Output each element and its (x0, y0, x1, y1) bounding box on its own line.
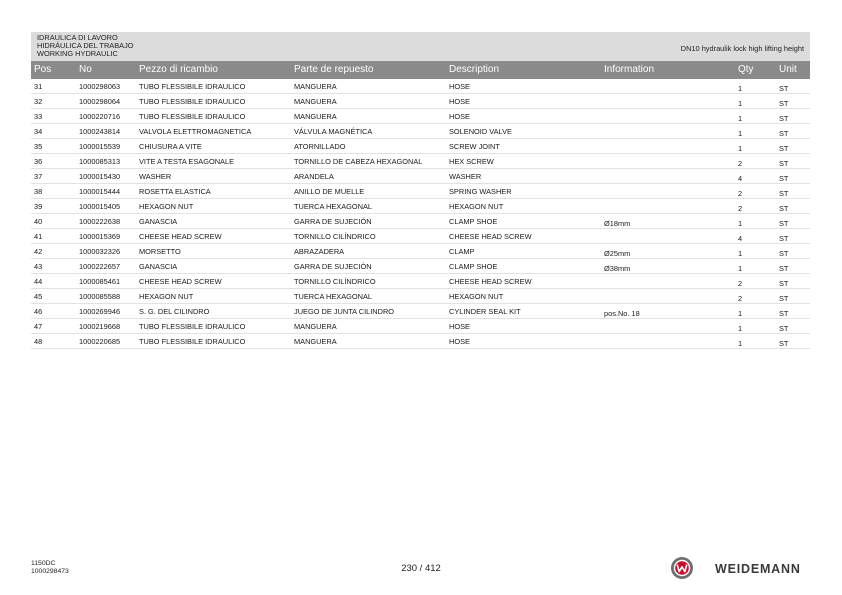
cell-spanish-name: ABRAZADERA (294, 247, 345, 256)
cell-spanish-name: MANGUERA (294, 112, 337, 121)
cell-pos: 40 (34, 217, 43, 226)
column-header-spanish: Parte de repuesto (294, 64, 374, 75)
cell-pos: 43 (34, 262, 43, 271)
cell-pos: 46 (34, 307, 43, 316)
cell-description: HOSE (449, 82, 470, 91)
cell-pos: 34 (34, 127, 43, 136)
cell-information: Ø38mm (604, 264, 631, 273)
cell-description: HOSE (449, 97, 470, 106)
table-row (31, 274, 810, 289)
column-header-no: No (79, 64, 92, 75)
cell-unit: ST (779, 324, 789, 333)
brand-wordmark: WEIDEMANN (715, 562, 801, 576)
cell-part-number: 1000220716 (79, 112, 121, 121)
column-header-italian: Pezzo di ricambio (139, 64, 218, 75)
brand-logo (670, 556, 812, 582)
cell-description: HEXAGON NUT (449, 202, 504, 211)
section-header (31, 32, 810, 61)
cell-pos: 39 (34, 202, 43, 211)
cell-qty: 1 (738, 99, 743, 108)
table-row (31, 214, 810, 229)
page-number: 230 / 412 (401, 563, 441, 574)
cell-description: SOLENOID VALVE (449, 127, 512, 136)
cell-part-number: 1000015539 (79, 142, 121, 151)
cell-information: Ø18mm (604, 219, 631, 228)
cell-italian-name: GANASCIA (139, 217, 178, 226)
cell-unit: ST (779, 99, 789, 108)
table-row (31, 304, 810, 319)
section-title-es: HIDRÁULICA DEL TRABAJO (37, 41, 134, 51)
cell-part-number: 1000269946 (79, 307, 121, 316)
cell-pos: 42 (34, 247, 43, 256)
cell-pos: 32 (34, 97, 43, 106)
cell-spanish-name: ARANDELA (294, 172, 334, 181)
cell-description: HOSE (449, 112, 470, 121)
cell-spanish-name: TORNILLO CILÍNDRICO (294, 232, 376, 241)
weidemann-logo-icon (670, 556, 694, 580)
cell-spanish-name: MANGUERA (294, 322, 337, 331)
cell-italian-name: GANASCIA (139, 262, 178, 271)
cell-unit: ST (779, 159, 789, 168)
cell-italian-name: TUBO FLESSIBILE IDRAULICO (139, 97, 246, 106)
cell-spanish-name: MANGUERA (294, 97, 337, 106)
cell-pos: 37 (34, 172, 43, 181)
cell-unit: ST (779, 264, 789, 273)
table-row (31, 109, 810, 124)
cell-part-number: 1000032326 (79, 247, 121, 256)
cell-qty: 1 (738, 114, 743, 123)
cell-pos: 48 (34, 337, 43, 346)
cell-unit: ST (779, 204, 789, 213)
cell-pos: 41 (34, 232, 43, 241)
cell-unit: ST (779, 339, 789, 348)
cell-unit: ST (779, 309, 789, 318)
cell-unit: ST (779, 129, 789, 138)
table-row (31, 334, 810, 349)
cell-unit: ST (779, 249, 789, 258)
table-row (31, 184, 810, 199)
section-title-en: WORKING HYDRAULIC (37, 49, 118, 59)
cell-unit: ST (779, 234, 789, 243)
table-row (31, 94, 810, 109)
cell-part-number: 1000015430 (79, 172, 121, 181)
table-row (31, 79, 810, 94)
cell-description: HOSE (449, 322, 470, 331)
cell-italian-name: TUBO FLESSIBILE IDRAULICO (139, 82, 246, 91)
cell-part-number: 1000015405 (79, 202, 121, 211)
cell-spanish-name: ANILLO DE MUELLE (294, 187, 365, 196)
cell-part-number: 1000085461 (79, 277, 121, 286)
cell-qty: 1 (738, 264, 743, 273)
cell-information: Ø25mm (604, 249, 631, 258)
cell-description: HEX SCREW (449, 157, 494, 166)
cell-italian-name: CHEESE HEAD SCREW (139, 277, 222, 286)
cell-information: pos.No. 18 (604, 309, 640, 318)
table-row (31, 229, 810, 244)
cell-description: SPRING WASHER (449, 187, 512, 196)
cell-unit: ST (779, 114, 789, 123)
column-header-unit: Unit (779, 64, 797, 75)
cell-italian-name: TUBO FLESSIBILE IDRAULICO (139, 337, 246, 346)
cell-pos: 47 (34, 322, 43, 331)
footer-model: 1150DC (31, 560, 56, 567)
cell-description: CLAMP (449, 247, 475, 256)
cell-pos: 33 (34, 112, 43, 121)
cell-qty: 4 (738, 234, 743, 243)
cell-spanish-name: GARRA DE SUJECIÓN (294, 262, 372, 271)
cell-unit: ST (779, 189, 789, 198)
cell-description: CHEESE HEAD SCREW (449, 277, 532, 286)
cell-italian-name: TUBO FLESSIBILE IDRAULICO (139, 112, 246, 121)
cell-qty: 2 (738, 159, 743, 168)
table-row (31, 199, 810, 214)
cell-part-number: 1000298063 (79, 82, 121, 91)
cell-italian-name: ROSETTA ELASTICA (139, 187, 211, 196)
section-subtitle: DN10 hydraulik lock high lifting height (680, 44, 804, 53)
cell-qty: 1 (738, 339, 743, 348)
footer-doc-number: 1000298473 (31, 567, 69, 575)
cell-italian-name: VALVOLA ELETTROMAGNETICA (139, 127, 252, 136)
cell-italian-name: S. G. DEL CILINDRO (139, 307, 210, 316)
cell-spanish-name: MANGUERA (294, 337, 337, 346)
cell-description: WASHER (449, 172, 482, 181)
cell-qty: 1 (738, 144, 743, 153)
cell-part-number: 1000222657 (79, 262, 121, 271)
cell-qty: 1 (738, 324, 743, 333)
cell-spanish-name: TORNILLO CILÍNDRICO (294, 277, 376, 286)
cell-qty: 4 (738, 174, 743, 183)
column-header-description: Description (449, 64, 500, 75)
cell-unit: ST (779, 294, 789, 303)
table-row (31, 259, 810, 274)
cell-italian-name: HEXAGON NUT (139, 292, 194, 301)
cell-spanish-name: ATORNILLADO (294, 142, 346, 151)
cell-qty: 1 (738, 249, 743, 258)
table-row (31, 319, 810, 334)
cell-qty: 2 (738, 294, 743, 303)
cell-description: SCREW JOINT (449, 142, 500, 151)
cell-part-number: 1000219668 (79, 322, 121, 331)
cell-spanish-name: VÁLVULA MAGNÉTICA (294, 127, 373, 136)
cell-spanish-name: MANGUERA (294, 82, 337, 91)
cell-part-number: 1000222638 (79, 217, 121, 226)
column-header-information: Information (604, 64, 655, 75)
cell-pos: 35 (34, 142, 43, 151)
cell-italian-name: CHEESE HEAD SCREW (139, 232, 222, 241)
cell-italian-name: HEXAGON NUT (139, 202, 194, 211)
cell-spanish-name: GARRA DE SUJECIÓN (294, 217, 372, 226)
section-title-it: IDRAULICA DI LAVORO (37, 33, 118, 42)
cell-unit: ST (779, 144, 789, 153)
cell-spanish-name: TUERCA HEXAGONAL (294, 292, 373, 301)
cell-description: CHEESE HEAD SCREW (449, 232, 532, 241)
column-header-pos: Pos (34, 64, 52, 75)
cell-description: HOSE (449, 337, 470, 346)
cell-spanish-name: TORNILLO DE CABEZA HEXAGONAL (294, 157, 423, 166)
cell-spanish-name: JUEGO DE JUNTA CILINDRO (294, 307, 395, 316)
cell-pos: 45 (34, 292, 43, 301)
cell-unit: ST (779, 174, 789, 183)
cell-pos: 36 (34, 157, 43, 166)
parts-table-body (31, 79, 810, 349)
cell-part-number: 1000085588 (79, 292, 121, 301)
cell-unit: ST (779, 279, 789, 288)
cell-italian-name: VITE A TESTA ESAGONALE (139, 157, 235, 166)
table-row (31, 244, 810, 259)
cell-description: CLAMP SHOE (449, 217, 498, 226)
cell-italian-name: TUBO FLESSIBILE IDRAULICO (139, 322, 246, 331)
cell-pos: 31 (34, 82, 43, 91)
cell-qty: 1 (738, 309, 743, 318)
cell-qty: 1 (738, 219, 743, 228)
cell-spanish-name: TUERCA HEXAGONAL (294, 202, 373, 211)
table-header (31, 61, 810, 79)
cell-italian-name: WASHER (139, 172, 172, 181)
table-row (31, 169, 810, 184)
cell-qty: 2 (738, 204, 743, 213)
cell-unit: ST (779, 219, 789, 228)
section-titles (37, 34, 134, 59)
cell-part-number: 1000085313 (79, 157, 121, 166)
cell-qty: 1 (738, 84, 743, 93)
cell-part-number: 1000015444 (79, 187, 121, 196)
cell-pos: 38 (34, 187, 43, 196)
table-row (31, 124, 810, 139)
cell-italian-name: CHIUSURA A VITE (139, 142, 202, 151)
cell-italian-name: MORSETTO (139, 247, 181, 256)
cell-description: CYLINDER SEAL KIT (449, 307, 521, 316)
table-row (31, 139, 810, 154)
cell-part-number: 1000220685 (79, 337, 121, 346)
column-header-qty: Qty (738, 64, 754, 75)
cell-description: CLAMP SHOE (449, 262, 498, 271)
cell-pos: 44 (34, 277, 43, 286)
cell-description: HEXAGON NUT (449, 292, 504, 301)
table-row (31, 289, 810, 304)
cell-qty: 2 (738, 189, 743, 198)
cell-qty: 1 (738, 129, 743, 138)
table-row (31, 154, 810, 169)
cell-qty: 2 (738, 279, 743, 288)
cell-part-number: 1000243814 (79, 127, 121, 136)
cell-part-number: 1000298064 (79, 97, 121, 106)
cell-unit: ST (779, 84, 789, 93)
cell-part-number: 1000015369 (79, 232, 121, 241)
